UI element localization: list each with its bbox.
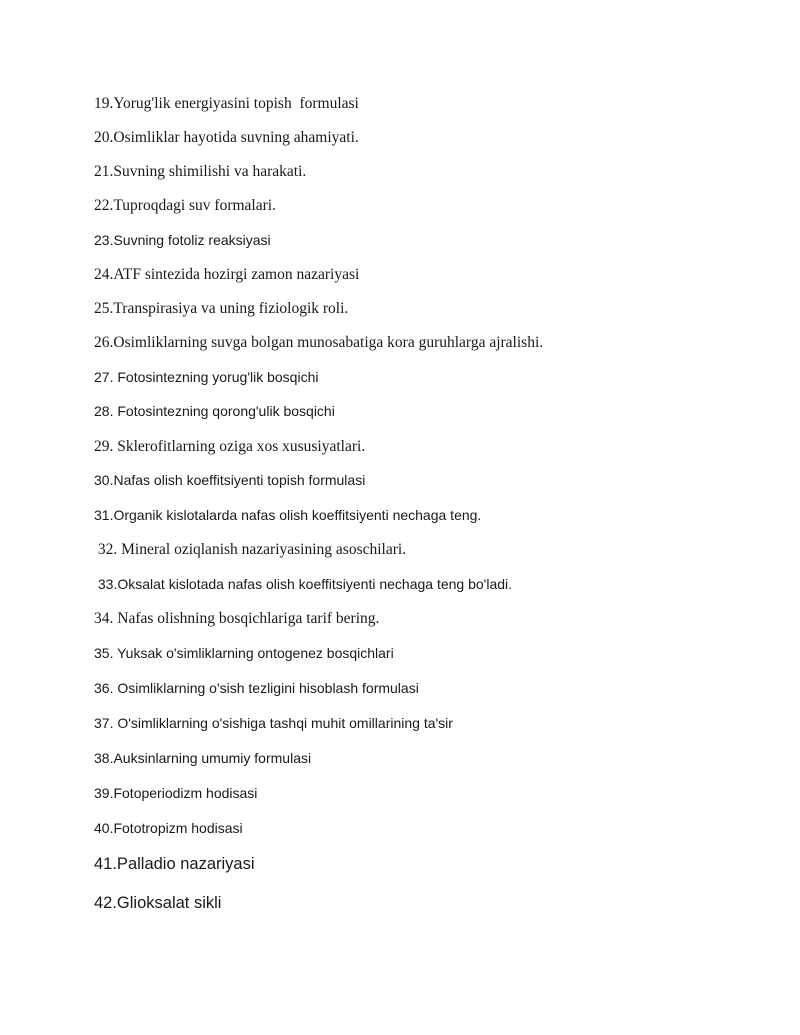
- question-35: 35. Yuksak o'simliklarning ontogenez bosqichlari: [94, 645, 394, 661]
- question-28: 28. Fotosintezning qorong'ulik bosqichi: [94, 403, 335, 419]
- question-30: 30.Nafas olish koeffitsiyenti topish formulasi: [94, 472, 366, 488]
- question-25: 25.Transpirasiya va uning fiziologik roli.: [94, 300, 349, 317]
- question-21: 21.Suvning shimilishi va harakati.: [94, 163, 307, 180]
- question-42: 42.Glioksalat sikli: [94, 894, 222, 912]
- question-20: 20.Osimliklar hayotida suvning ahamiyati.: [94, 129, 359, 146]
- question-38: 38.Auksinlarning umumiy formulasi: [94, 750, 312, 766]
- question-26: 26.Osimliklarning suvga bolgan munosabatiga kora guruhlarga ajralishi.: [94, 334, 544, 351]
- question-19: 19.Yorug'lik energiyasini topish formulasi: [94, 95, 359, 112]
- question-36: 36. Osimliklarning o'sish tezligini hisoblash formulasi: [94, 680, 419, 696]
- question-40: 40.Fototropizm hodisasi: [94, 820, 243, 836]
- question-33: 33.Oksalat kislotada nafas olish koeffitsiyenti nechaga teng bo'ladi.: [94, 576, 513, 592]
- question-29: 29. Sklerofitlarning oziga xos xususiyatlari.: [94, 438, 366, 455]
- question-41: 41.Palladio nazariyasi: [94, 855, 255, 873]
- question-32: 32. Mineral oziqlanish nazariyasining asoschilari.: [94, 541, 407, 558]
- question-24: 24.ATF sintezida hozirgi zamon nazariyasi: [94, 266, 360, 283]
- question-31: 31.Organik kislotalarda nafas olish koeffitsiyenti nechaga teng.: [94, 507, 482, 523]
- question-39: 39.Fotoperiodizm hodisasi: [94, 785, 258, 801]
- question-34: 34. Nafas olishning bosqichlariga tarif bering.: [94, 610, 380, 627]
- question-37: 37. O'simliklarning o'sishiga tashqi muhit omillarining ta'sir: [94, 715, 453, 731]
- question-27: 27. Fotosintezning yorug'lik bosqichi: [94, 369, 319, 385]
- question-22: 22.Tuproqdagi suv formalari.: [94, 197, 276, 214]
- question-23: 23.Suvning fotoliz reaksiyasi: [94, 232, 271, 248]
